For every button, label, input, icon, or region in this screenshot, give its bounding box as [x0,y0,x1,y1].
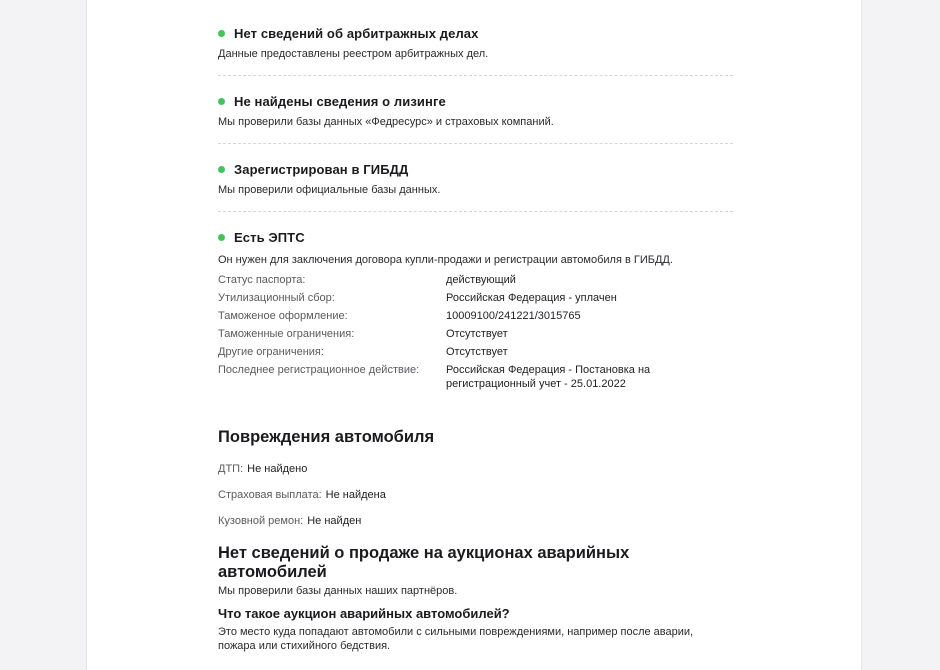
auction-answer: Это место куда попадают автомобили с сильными повреждениями, например после аварии, пожара или стихийного бедствия. [218,626,694,652]
detail-label: Другие ограничения: [218,346,324,358]
section-title: Повреждения автомобиля [218,428,435,446]
damage-item-dtp [218,463,733,475]
check-title: Есть ЭПТС [234,229,305,245]
damage-label: ДТП: [218,463,244,475]
check-description: Данные предоставлены реестром арбитражных дел. [218,48,489,60]
section-title: Нет сведений о продаже на аукционах аварийных автомобилей [218,544,630,581]
check-gibdd [218,144,733,212]
detail-value: 10009100/241221/3015765 [446,310,581,322]
damage-value: Не найдена [325,489,386,501]
check-title: Нет сведений об арбитражных делах [234,25,479,41]
damage-label: Страховая выплата: [218,489,322,501]
detail-value: Российская Федерация - Постановка на регистрационный учет - 25.01.2022 [446,364,651,390]
damage-item-insurance [218,489,733,501]
detail-label: Таможеное оформление: [218,310,348,322]
report-page [86,0,862,670]
detail-value: Отсутствует [446,328,508,340]
auction-question: Что такое аукцион аварийных автомобилей? [218,606,510,621]
check-description: Мы проверили официальные базы данных. [218,184,441,196]
check-description: Он нужен для заключения договора купли-продажи и регистрации автомобиля в ГИБДД. [218,254,673,266]
check-description: Мы проверили базы данных «Федресурс» и страховых компаний. [218,116,554,128]
detail-label: Последнее регистрационное действие: [218,364,420,376]
damage-section [218,428,733,527]
detail-row [218,363,733,391]
status-ok-icon [218,98,225,105]
auction-description: Мы проверили базы данных наших партнёров. [218,585,458,597]
detail-value: Российская Федерация - уплачен [446,292,617,304]
check-title: Зарегистрирован в ГИБДД [234,161,409,177]
status-ok-icon [218,166,225,173]
detail-label: Утилизационный сбор: [218,292,335,304]
damage-value: Не найден [307,515,362,527]
epts-details [218,273,733,391]
check-leasing [218,76,733,144]
detail-row [218,273,733,287]
damage-label: Кузовной ремон: [218,515,304,527]
detail-row [218,345,733,359]
status-ok-icon [218,234,225,241]
detail-row [218,291,733,305]
detail-value: действующий [446,274,516,286]
detail-value: Отсутствует [446,346,508,358]
check-title: Не найдены сведения о лизинге [234,93,446,109]
damage-item-body-repair [218,515,733,527]
detail-row [218,327,733,341]
status-ok-icon [218,30,225,37]
detail-row [218,309,733,323]
report-content [218,0,733,653]
check-epts [218,212,733,391]
check-arbitration [218,0,733,76]
auction-section [218,544,733,653]
damage-value: Не найдено [247,463,308,475]
detail-label: Таможенные ограничения: [218,328,355,340]
detail-label: Статус паспорта: [218,274,306,286]
